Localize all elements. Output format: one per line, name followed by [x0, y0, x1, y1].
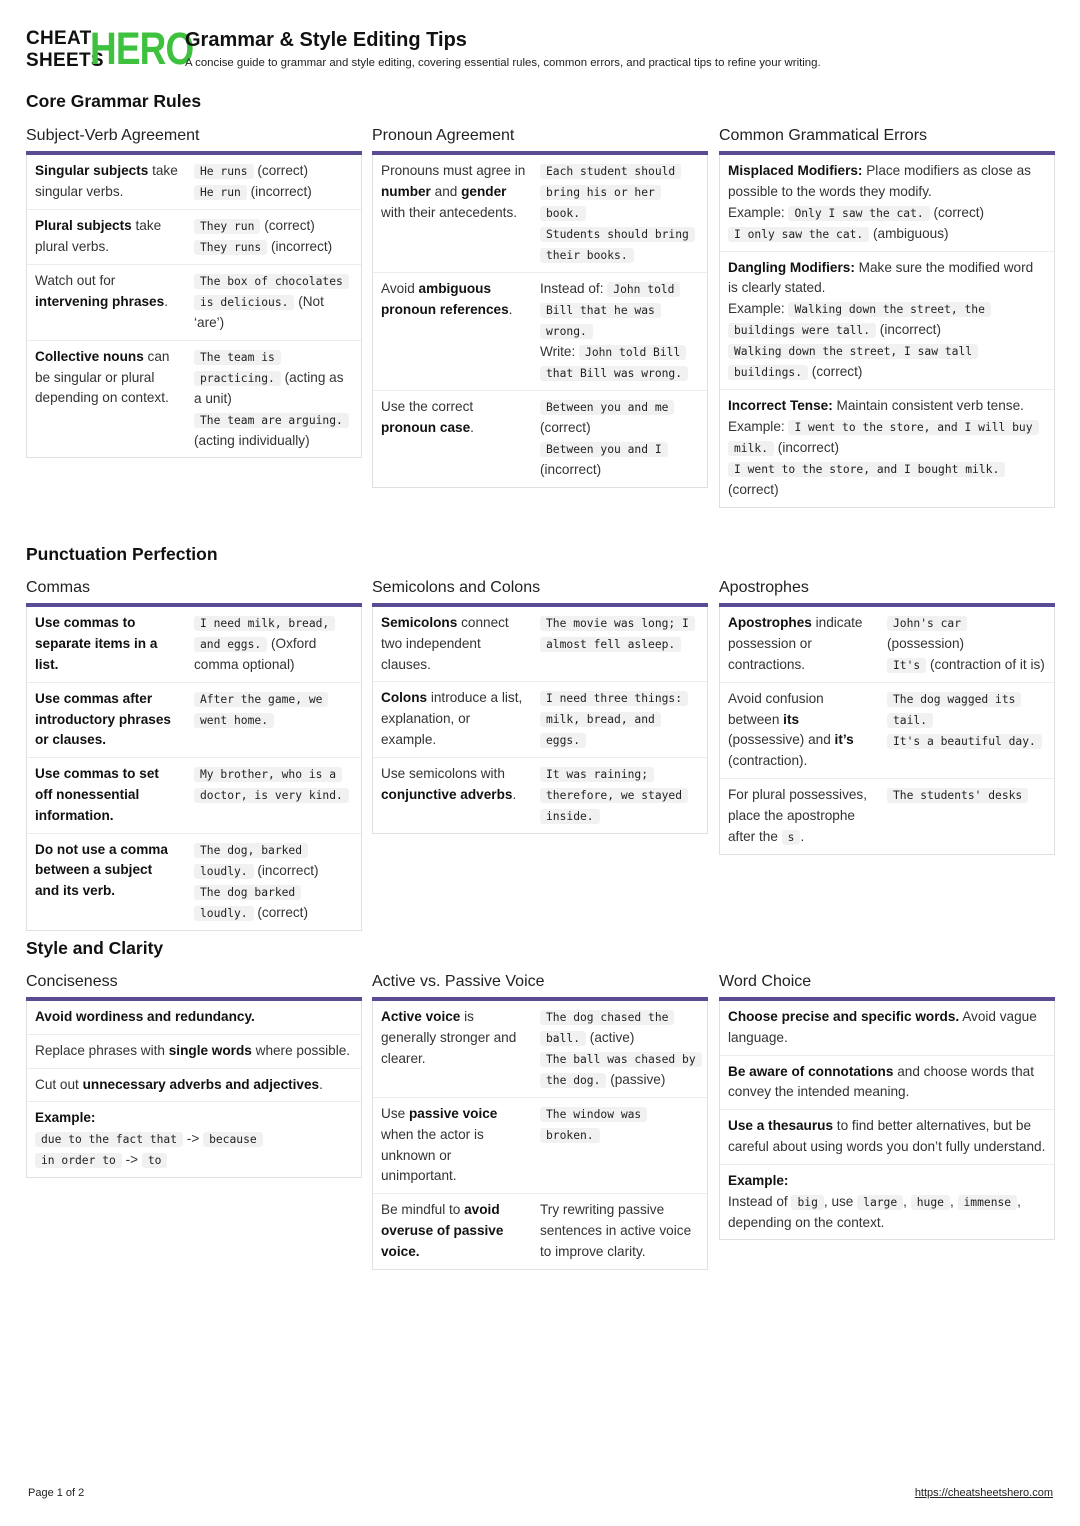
code-snippet: It's a beautiful day. — [887, 734, 1042, 749]
table-row — [373, 1193, 707, 1268]
card-title: Pronoun Agreement — [372, 127, 515, 144]
emphasis-text: intervening phrases — [35, 293, 165, 309]
rule-text: Use semicolons with conjunctive adverbs. — [381, 766, 517, 803]
card-title: Conciseness — [26, 973, 118, 990]
rule-text: Example: Instead of big , use large , huge , immense , depending on the context. — [728, 1172, 1021, 1230]
code-snippet: I went to the store, and I will buy milk. — [728, 420, 1039, 456]
site-logo[interactable] — [26, 23, 194, 74]
code-snippet: Only I saw the cat. — [788, 206, 929, 221]
emphasis-text: avoid overuse of passive voice. — [381, 1202, 504, 1259]
card-conciseness — [26, 972, 362, 1178]
rule-text: Plural subjects take plural verbs. — [35, 218, 162, 254]
site-link[interactable]: https://cheatsheetshero.com — [914, 1487, 1053, 1499]
emphasis-text: its — [783, 711, 800, 727]
code-snippet: He runs — [194, 164, 254, 179]
rule-example: He runs (correct) He run (incorrect) — [194, 161, 353, 203]
rule-text: Singular subjects take singular verbs. — [35, 163, 178, 199]
rule-example: John's car (possession) It's (contraction of it is) — [887, 617, 1045, 672]
rule-example: Try rewriting passive sentences in active voice to improve clarity. — [540, 1202, 692, 1259]
card-pronoun-agreement — [372, 126, 708, 488]
rule-example: The team is practicing. (acting as a unit) The team are arguing. (acting individually) — [194, 347, 353, 452]
card-title: Subject-Verb Agreement — [26, 127, 200, 144]
emphasis-text: passive voice — [408, 1106, 498, 1121]
code-snippet: huge — [911, 1195, 950, 1210]
emphasis-text: pronoun case — [381, 419, 471, 435]
emphasis-text: Misplaced Modifiers: — [728, 163, 863, 178]
card-grammatical-errors — [719, 126, 1055, 508]
logo-sheets: SHEETS — [26, 50, 104, 71]
rule-text: Be aware of connotations and choose words that convey the intended meaning. — [728, 1063, 1034, 1100]
emphasis-text: Example: — [728, 1172, 789, 1188]
emphasis-text: Singular subjects — [35, 163, 149, 178]
code-snippet: After the game, we went home. — [194, 692, 328, 728]
emphasis-text: it’s — [834, 732, 854, 748]
section-style-clarity: Style and Clarity — [26, 938, 164, 958]
card-apostrophes — [719, 578, 1055, 855]
rule-example — [887, 689, 1046, 772]
table-row — [720, 682, 1054, 778]
emphasis-text: Do not use a comma between a subject and its verb. — [35, 841, 168, 899]
card-title: Active vs. Passive Voice — [372, 973, 545, 990]
code-snippet: The dog wagged its tail. — [887, 692, 1021, 728]
rule-example: Between you and me (correct) Between you and I (incorrect) — [540, 397, 699, 481]
code-snippet: s — [782, 830, 801, 845]
code-snippet: Between you and I — [540, 442, 668, 457]
card-title: Semicolons and Colons — [372, 579, 541, 596]
rule-text — [35, 613, 194, 676]
card-body — [372, 155, 708, 488]
logo-cheat: CHEAT — [26, 28, 92, 49]
page-subtitle: A concise guide to grammar and style editing, covering essential rules, common errors, and practical tips to refine your writing. — [185, 57, 821, 69]
emphasis-text: Incorrect Tense: — [728, 398, 833, 414]
rule-text: For plural possessives, place the apostrophe after the s . — [728, 786, 868, 844]
code-snippet: in order to — [35, 1153, 122, 1168]
code-snippet: because — [203, 1132, 263, 1147]
emphasis-text: Active voice — [381, 1009, 461, 1024]
table-row — [720, 155, 1054, 251]
table-row — [27, 264, 361, 340]
rule-text — [35, 764, 194, 826]
table-row — [373, 1097, 707, 1193]
rule-text: Use passive voice when the actor is unknown or unimportant. — [381, 1106, 498, 1184]
code-snippet: They runs — [194, 240, 267, 255]
page-title: Grammar & Style Editing Tips — [185, 29, 467, 51]
section-core-grammar: Core Grammar Rules — [26, 91, 202, 111]
rule-text — [35, 840, 194, 924]
rule-text: Use the correct pronoun case. — [381, 399, 474, 435]
section-punctuation: Punctuation Perfection — [26, 544, 218, 564]
rule-text: Watch out for intervening phrases. — [35, 273, 168, 309]
table-row — [27, 155, 361, 209]
code-snippet: It was raining; therefore, we stayed inside. — [540, 767, 688, 824]
code-snippet: He run — [194, 185, 247, 200]
table-row — [373, 757, 707, 833]
rule-text: Use a thesaurus to find better alternatives, but be careful about using words you don’t fully understand. — [728, 1118, 1046, 1154]
rule-text: Be mindful to avoid overuse of passive voice. — [381, 1202, 504, 1259]
card-body — [26, 155, 362, 458]
code-snippet: It's — [887, 658, 926, 673]
card-body — [26, 1001, 362, 1178]
rule-example — [540, 688, 699, 751]
code-snippet: The movie was long; I almost fell asleep. — [540, 616, 695, 652]
rule-text: Avoid confusion between its (possessive) and it’s (contraction). — [728, 690, 854, 769]
card-body — [719, 1001, 1055, 1240]
emphasis-text: gender — [461, 183, 507, 199]
table-row — [27, 1101, 361, 1177]
code-snippet: My brother, who is a doctor, is very kind. — [194, 767, 349, 803]
table-row — [27, 1034, 361, 1068]
card-title: Apostrophes — [719, 579, 809, 596]
page-number: Page 1 of 2 — [28, 1487, 85, 1499]
emphasis-text: Collective nouns — [35, 348, 144, 364]
card-title: Commas — [26, 579, 91, 596]
card-active-passive — [372, 972, 708, 1270]
rule-example — [540, 161, 699, 266]
rule-text — [35, 1007, 353, 1028]
table-row — [720, 607, 1054, 682]
rule-example — [887, 785, 1046, 848]
table-row — [27, 682, 361, 757]
rule-example — [540, 613, 699, 675]
emphasis-text: Be aware of connotations — [728, 1063, 894, 1079]
code-snippet: John's car — [887, 616, 967, 631]
table-row — [720, 778, 1054, 854]
table-row — [720, 389, 1054, 507]
card-body — [26, 607, 362, 931]
emphasis-text: Dangling Modifiers: — [728, 259, 855, 275]
card-title: Common Grammatical Errors — [719, 127, 928, 144]
rule-text: Collective nouns can be singular or plural depending on context. — [35, 348, 170, 406]
table-row — [27, 607, 361, 682]
card-semicolons-colons — [372, 578, 708, 834]
emphasis-text: Semicolons — [381, 615, 458, 630]
emphasis-text: Choose precise and specific words. — [728, 1009, 960, 1024]
emphasis-text: Apostrophes — [728, 615, 812, 630]
code-snippet: Students should bring their books. — [540, 227, 695, 263]
rule-text: Active voice is generally stronger and clearer. — [381, 1009, 517, 1066]
card-body — [372, 1001, 708, 1270]
rule-example: The box of chocolates is delicious. (Not ‘are’) — [194, 271, 353, 334]
code-snippet: The dog, barked loudly. — [194, 843, 308, 879]
code-snippet: Walking down the street, I saw tall buildings. — [728, 344, 978, 380]
emphasis-text: Example: — [35, 1110, 96, 1126]
rule-example: The dog, barked loudly. (incorrect) The dog barked loudly. (correct) — [194, 840, 353, 924]
emphasis-text: number — [381, 183, 431, 199]
code-snippet: I need three things: milk, bread, and eggs. — [540, 691, 688, 748]
code-snippet: The window was broken. — [540, 1107, 647, 1143]
code-snippet: I need milk, bread, and eggs. — [194, 616, 335, 652]
rule-text: Colons introduce a list, explanation, or example. — [381, 690, 523, 747]
table-row — [720, 1055, 1054, 1110]
card-commas — [26, 578, 362, 931]
table-row — [27, 757, 361, 832]
emphasis-text: Avoid wordiness and redundancy. — [35, 1009, 255, 1024]
rule-text: Semicolons connect two independent clauses. — [381, 615, 509, 672]
emphasis-text: Use commas to set off nonessential information. — [35, 766, 159, 823]
rule-text: Pronouns must agree in number and gender with their antecedents. — [381, 163, 526, 220]
rule-text: Replace phrases with single words where possible. — [35, 1042, 351, 1058]
table-row — [27, 1068, 361, 1102]
table-row — [720, 251, 1054, 390]
rule-example — [540, 764, 699, 827]
emphasis-text: unnecessary adverbs and adjectives — [82, 1076, 320, 1092]
code-snippet: due to the fact that — [35, 1132, 183, 1147]
code-snippet: They run — [194, 219, 260, 234]
emphasis-text: single words — [168, 1042, 252, 1058]
card-body — [719, 155, 1055, 508]
rule-text: Example: due to the fact that -> because in order to -> to — [35, 1108, 353, 1171]
code-snippet: Each student should bring his or her book. — [540, 164, 681, 221]
emphasis-text: conjunctive adverbs — [381, 787, 513, 803]
emphasis-text: Use commas to separate items in a list. — [35, 615, 158, 672]
rule-example: I need milk, bread, and eggs. (Oxford comma optional) — [194, 613, 353, 676]
code-snippet: large — [857, 1195, 903, 1210]
table-row — [27, 1001, 361, 1034]
emphasis-text: Use a thesaurus — [728, 1118, 834, 1134]
table-row — [27, 833, 361, 930]
page-header — [26, 23, 1056, 74]
code-snippet: I only saw the cat. — [728, 227, 869, 242]
code-snippet: Walking down the street, the buildings were tall. — [728, 302, 991, 338]
rule-example: The dog chased the ball. (active) The ball was chased by the dog. (passive) — [540, 1007, 699, 1091]
code-snippet: The dog chased the ball. — [540, 1010, 674, 1046]
code-snippet: The team is practicing. — [194, 350, 281, 386]
table-row — [373, 681, 707, 757]
card-word-choice — [719, 972, 1055, 1240]
card-body — [719, 607, 1055, 855]
logo-hero: HERO — [90, 23, 194, 74]
code-snippet: Between you and me — [540, 400, 674, 415]
card-body — [372, 607, 708, 834]
table-row — [373, 607, 707, 681]
rule-text: Misplaced Modifiers: Place modifiers as close as possible to the words they modify. Example: Only I saw the cat. (correct) I only saw the cat. (ambiguous) — [728, 163, 1031, 241]
card-title: Word Choice — [719, 973, 812, 990]
emphasis-text: Colons — [381, 690, 428, 706]
table-row — [373, 272, 707, 390]
rule-text: Incorrect Tense: Maintain consistent verb tense. Example: I went to the store, and I will buy milk. (incorrect) I went to the store, and I bought milk. (correct) — [728, 396, 1046, 501]
table-row — [373, 1001, 707, 1097]
rule-example: Instead of: John told Bill that he was wrong. Write: John told Bill that Bill was wrong. — [540, 279, 699, 384]
table-row — [27, 340, 361, 458]
code-snippet: big — [791, 1195, 823, 1210]
card-subject-verb — [26, 126, 362, 458]
rule-example — [540, 1104, 699, 1187]
code-snippet: The team are arguing. — [194, 413, 349, 428]
code-snippet: The box of chocolates is delicious. — [194, 274, 349, 310]
code-snippet: The students' desks — [887, 788, 1028, 803]
code-snippet: John told Bill that Bill was wrong. — [540, 345, 688, 381]
table-row — [720, 1164, 1054, 1240]
table-row — [27, 209, 361, 264]
rule-text: Dangling Modifiers: Make sure the modified word is clearly stated. Example: Walking down the street, the buildings were tall. (incorrect) Walking down the street, I saw tall buildings. (correct) — [728, 259, 1034, 380]
code-snippet: The dog barked loudly. — [194, 885, 301, 921]
table-row — [720, 1109, 1054, 1164]
rule-example — [194, 689, 353, 751]
code-snippet: The ball was chased by the dog. — [540, 1052, 702, 1088]
table-row — [373, 155, 707, 272]
rule-text: Cut out unnecessary adverbs and adjectives. — [35, 1076, 323, 1092]
code-snippet: John told Bill that he was wrong. — [540, 282, 680, 339]
table-row — [720, 1001, 1054, 1055]
emphasis-text: ambiguous pronoun references — [381, 281, 509, 317]
rule-text — [35, 689, 194, 751]
rule-example: They run (correct) They runs (incorrect) — [194, 216, 353, 258]
rule-example — [194, 764, 353, 826]
rule-text: Choose precise and specific words. Avoid vague language. — [728, 1009, 1037, 1045]
emphasis-text: Use commas after introductory phrases or clauses. — [35, 690, 171, 748]
rule-text: Apostrophes indicate possession or contractions. — [728, 615, 863, 672]
code-snippet: to — [142, 1153, 168, 1168]
code-snippet: immense — [958, 1195, 1018, 1210]
table-row — [373, 390, 707, 487]
emphasis-text: Plural subjects — [35, 218, 132, 233]
rule-text: Avoid ambiguous pronoun references. — [381, 281, 513, 317]
code-snippet: I went to the store, and I bought milk. — [728, 462, 1005, 477]
